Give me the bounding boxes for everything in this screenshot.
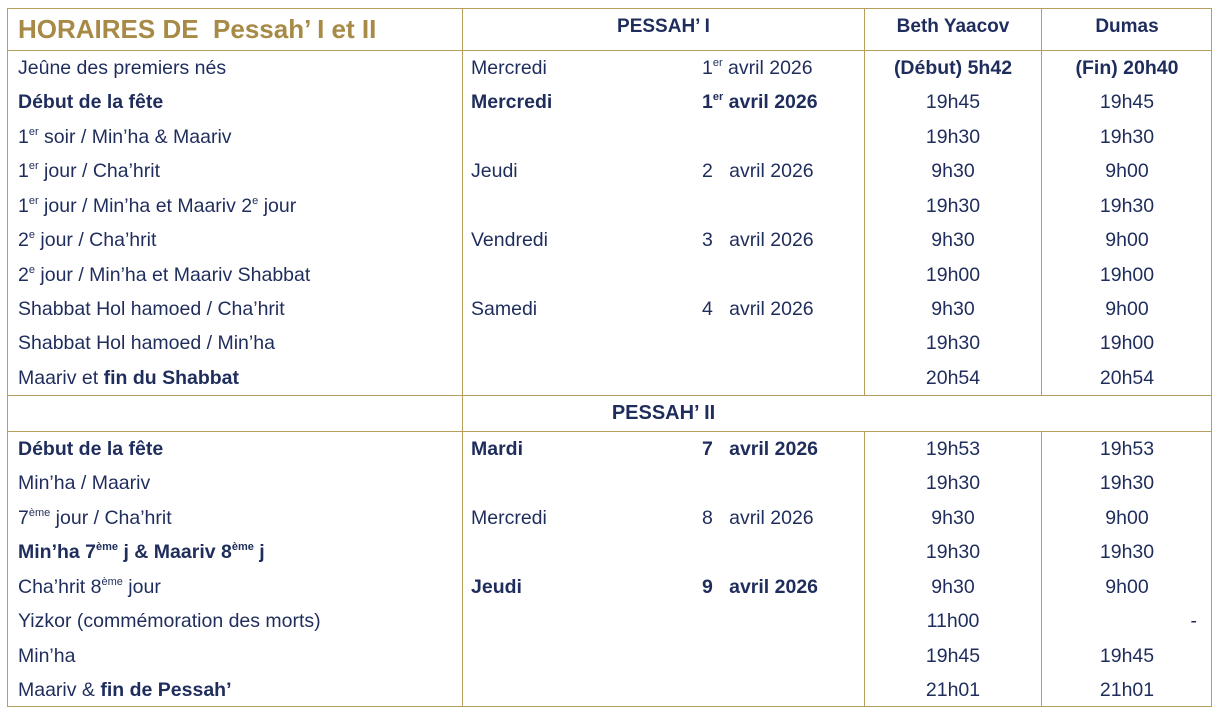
beth-yaacov-time: 19h30 [925,541,981,563]
event-label: Jeûne des premiers nés [18,57,227,79]
table-row [0,154,1220,188]
event-label: Début de la fête [18,91,164,113]
event-label: 2e jour / Cha’hrit [18,229,157,251]
beth-yaacov-time: 11h00 [926,610,980,632]
day-cell: Jeudi [471,160,518,182]
table-row [0,604,1220,638]
date-cell: 1er avril 2026 [702,57,813,79]
event-label: 1er jour / Cha’hrit [18,160,161,182]
day-cell: Mercredi [471,57,547,79]
dumas-time: 21h01 [1099,679,1155,701]
beth-yaacov-time: 9h30 [931,298,975,320]
table-row [0,189,1220,223]
table-row [0,466,1220,500]
day-cell: Samedi [471,298,538,320]
date-cell: 1er avril 2026 [702,91,818,113]
event-label: Min’ha 7ème j & Maariv 8ème j [18,541,265,563]
table-row [0,501,1220,535]
dumas-time: 9h00 [1105,507,1149,529]
section-header-pessah-2: PESSAH’ II [611,402,716,424]
column-header-dumas: Dumas [1095,16,1159,37]
event-label: Min’ha [18,645,76,667]
dumas-time: 9h00 [1105,160,1149,182]
dumas-time: (Fin) 20h40 [1075,57,1179,79]
dumas-time: 19h00 [1099,332,1155,354]
page-title: HORAIRES DE Pessah’ I et II [18,14,377,44]
event-label: 2e jour / Min’ha et Maariv Shabbat [18,264,311,286]
table-row [0,258,1220,292]
dumas-time: 9h00 [1105,298,1149,320]
beth-yaacov-time: 19h30 [925,472,981,494]
table-row [0,535,1220,569]
dumas-time: 9h00 [1105,229,1149,251]
date-cell: 8 avril 2026 [702,507,814,529]
table-row [0,673,1220,707]
table-row [0,51,1220,85]
beth-yaacov-time: 19h30 [925,195,981,217]
day-cell: Mercredi [471,507,547,529]
table-row [0,639,1220,673]
dumas-time: 19h30 [1099,541,1155,563]
date-cell: 9 avril 2026 [702,576,819,598]
day-cell: Vendredi [471,229,548,251]
table-row [0,326,1220,360]
date-cell: 7 avril 2026 [702,438,819,460]
beth-yaacov-time: 9h30 [931,160,975,182]
event-label: Shabbat Hol hamoed / Min’ha [18,332,275,354]
dumas-time: 19h30 [1099,472,1155,494]
date-cell: 3 avril 2026 [702,229,814,251]
dumas-time: 19h53 [1099,438,1155,460]
event-label: Yizkor (commémoration des morts) [18,610,321,632]
event-label: Cha’hrit 8ème jour [18,576,161,598]
table-row [0,432,1220,466]
beth-yaacov-time: 9h30 [931,507,975,529]
beth-yaacov-time: 19h30 [925,332,981,354]
dumas-time: 20h54 [1099,367,1155,389]
beth-yaacov-time: (Début) 5h42 [893,57,1013,79]
column-header-beth-yaacov: Beth Yaacov [896,16,1010,37]
dumas-time: 19h00 [1099,264,1155,286]
beth-yaacov-time: 9h30 [931,576,975,598]
dumas-time: 19h45 [1099,91,1155,113]
table-row [0,292,1220,326]
beth-yaacov-time: 19h45 [925,91,981,113]
date-cell: 2 avril 2026 [702,160,814,182]
date-cell: 4 avril 2026 [702,298,814,320]
day-cell: Mercredi [471,91,553,113]
event-label: 7ème jour / Cha’hrit [18,507,172,529]
beth-yaacov-time: 9h30 [931,229,975,251]
event-label: Début de la fête [18,438,164,460]
table-row [0,85,1220,119]
table-row [0,120,1220,154]
beth-yaacov-time: 19h00 [925,264,981,286]
day-cell: Mardi [471,438,524,460]
table-row [0,223,1220,257]
beth-yaacov-time: 19h30 [925,126,981,148]
dumas-time: - [1190,610,1197,632]
day-cell: Jeudi [471,576,522,598]
section-header-pessah-1: PESSAH’ I [617,16,710,37]
event-label: 1er jour / Min’ha et Maariv 2e jour [18,195,297,217]
dumas-time: 19h30 [1099,195,1155,217]
beth-yaacov-time: 20h54 [925,367,981,389]
beth-yaacov-time: 19h45 [925,645,981,667]
dumas-time: 19h45 [1099,645,1155,667]
event-label: Min’ha / Maariv [18,472,151,494]
dumas-time: 9h00 [1105,576,1149,598]
event-label: Shabbat Hol hamoed / Cha’hrit [18,298,285,320]
beth-yaacov-time: 19h53 [925,438,981,460]
beth-yaacov-time: 21h01 [925,679,981,701]
event-label: Maariv & fin de Pessah’ [18,679,232,701]
table-row [0,570,1220,604]
event-label: 1er soir / Min’ha & Maariv [18,126,232,148]
table-row [0,361,1220,395]
event-label: Maariv et fin du Shabbat [18,367,240,389]
dumas-time: 19h30 [1099,126,1155,148]
